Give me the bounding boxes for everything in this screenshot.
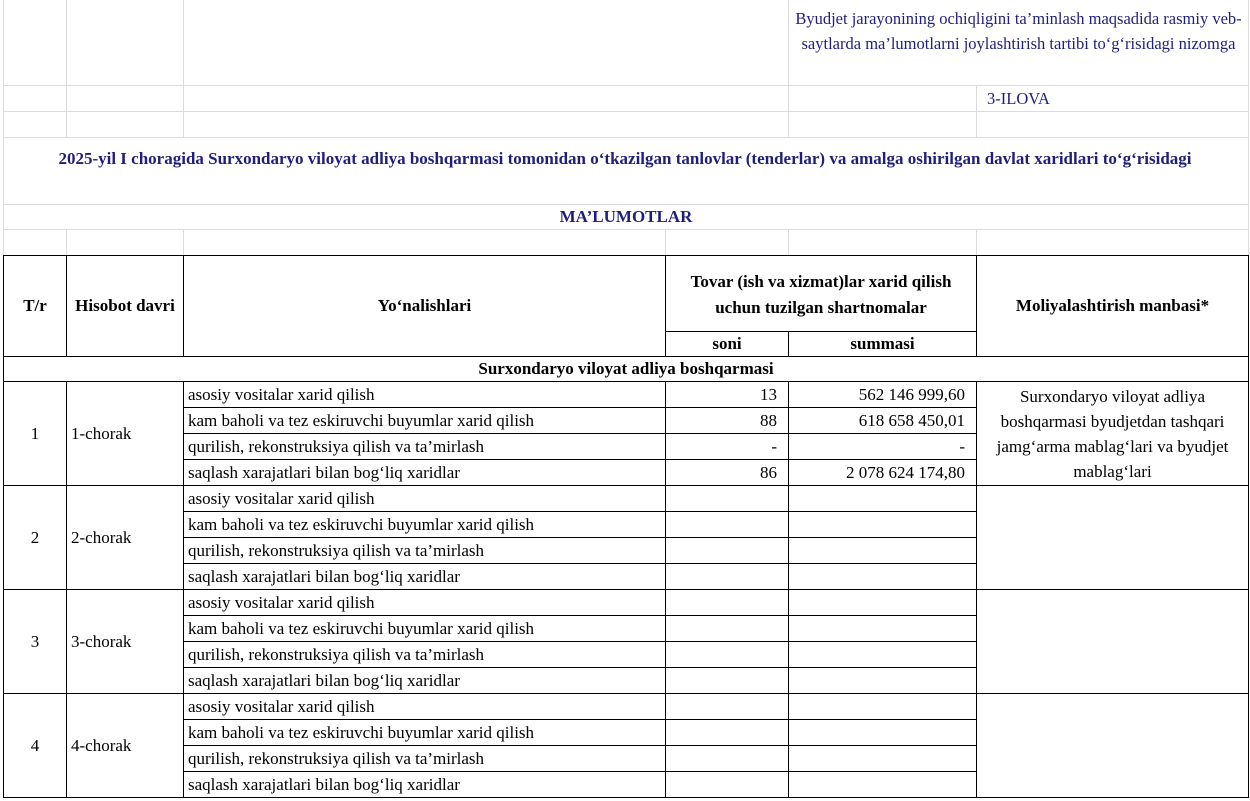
document-title: 2025-yil I choragida Surxondaryo viloyat adliya boshqarmasi tomonidan o‘tkazilgan tanlovlar (tenderlar) va amalga oshirilgan davlat xaridlari to‘g‘risidagi [58, 149, 1192, 168]
direction-label: qurilish, rekonstruksiya qilish va ta’mirlash [188, 436, 485, 456]
contract-count [666, 538, 788, 563]
contract-count [666, 720, 788, 745]
grid-line [3, 797, 1249, 798]
contract-count [666, 642, 788, 667]
funding-source [977, 486, 1248, 589]
direction-label: saqlash xarajatlari bilan bog‘liq xaridlar [188, 566, 460, 586]
contract-sum [789, 772, 976, 797]
report-period: 2-chorak [71, 527, 132, 547]
header-count: soni [712, 334, 742, 353]
header-tr: T/r [23, 296, 47, 315]
direction-label: kam baholi va tez eskiruvchi buyumlar xarid qilish [188, 514, 535, 534]
funding-source: Surxondaryo viloyat adliya boshqarmasi byudjetdan tashqari jamg‘arma mablag‘lari va byudjet mablag‘lari [996, 386, 1229, 481]
header-funding: Moliyalashtirish manbasi* [1015, 296, 1210, 315]
contract-count: 88 [760, 410, 777, 430]
contract-sum: 618 658 450,01 [858, 410, 965, 430]
direction-label: saqlash xarajatlari bilan bog‘liq xaridlar [188, 670, 460, 690]
direction-label: qurilish, rekonstruksiya qilish va ta’mirlash [188, 748, 485, 768]
contract-sum: 2 078 624 174,80 [846, 462, 965, 482]
direction-label: asosiy vositalar xarid qilish [188, 696, 375, 716]
header-contracts: Tovar (ish va xizmat)lar xarid qilish uchun tuzilgan shartnomalar [690, 272, 952, 317]
contract-sum [789, 720, 976, 745]
direction-label: saqlash xarajatlari bilan bog‘liq xaridlar [188, 774, 460, 794]
contract-sum [789, 642, 976, 667]
direction-label: asosiy vositalar xarid qilish [188, 384, 375, 404]
contract-count: 13 [760, 384, 777, 404]
header-period: Hisobot davri [75, 296, 175, 315]
contract-count [666, 746, 788, 771]
contract-sum [789, 564, 976, 589]
direction-label: saqlash xarajatlari bilan bog‘liq xaridlar [188, 462, 460, 482]
contract-count [666, 512, 788, 537]
contract-count: 86 [760, 462, 777, 482]
row-number: 1 [30, 423, 40, 443]
direction-label: kam baholi va tez eskiruvchi buyumlar xarid qilish [188, 618, 535, 638]
direction-label: qurilish, rekonstruksiya qilish va ta’mirlash [188, 540, 485, 560]
contract-count [666, 486, 788, 511]
contract-count [666, 616, 788, 641]
header-directions: Yo‘nalishlari [377, 296, 472, 315]
row-number: 4 [30, 735, 40, 755]
annex-number: 3-ILOVA [987, 88, 1050, 108]
annex-note: Byudjet jarayonining ochiqligini ta’minlash maqsadida rasmiy veb-saytlarda ma’lumotlarni joylashtirish tartibi to‘g‘risidagi nizomga [795, 9, 1242, 53]
contract-sum: 562 146 999,60 [858, 384, 965, 404]
report-period: 3-chorak [71, 631, 132, 651]
report-period: 1-chorak [71, 423, 132, 443]
contract-sum: - [959, 436, 965, 456]
contract-sum [789, 616, 976, 641]
contract-count: - [771, 436, 777, 456]
direction-label: kam baholi va tez eskiruvchi buyumlar xarid qilish [188, 410, 535, 430]
contract-sum [789, 746, 976, 771]
contract-sum [789, 668, 976, 693]
direction-label: asosiy vositalar xarid qilish [188, 488, 375, 508]
contract-count [666, 590, 788, 615]
contract-count [666, 564, 788, 589]
contract-sum [789, 486, 976, 511]
contract-sum [789, 590, 976, 615]
row-number: 2 [30, 527, 40, 547]
funding-source [977, 694, 1248, 797]
header-sum: summasi [850, 334, 915, 353]
contract-count [666, 668, 788, 693]
section-title: Surxondaryo viloyat adliya boshqarmasi [478, 359, 774, 378]
report-period: 4-chorak [71, 735, 132, 755]
funding-source [977, 590, 1248, 693]
contract-sum [789, 512, 976, 537]
direction-label: kam baholi va tez eskiruvchi buyumlar xarid qilish [188, 722, 535, 742]
direction-label: qurilish, rekonstruksiya qilish va ta’mirlash [188, 644, 485, 664]
direction-label: asosiy vositalar xarid qilish [188, 592, 375, 612]
document-subtitle: MA’LUMOTLAR [559, 207, 693, 226]
contract-sum [789, 538, 976, 563]
row-number: 3 [30, 631, 40, 651]
contract-count [666, 772, 788, 797]
contract-sum [789, 694, 976, 719]
contract-count [666, 694, 788, 719]
